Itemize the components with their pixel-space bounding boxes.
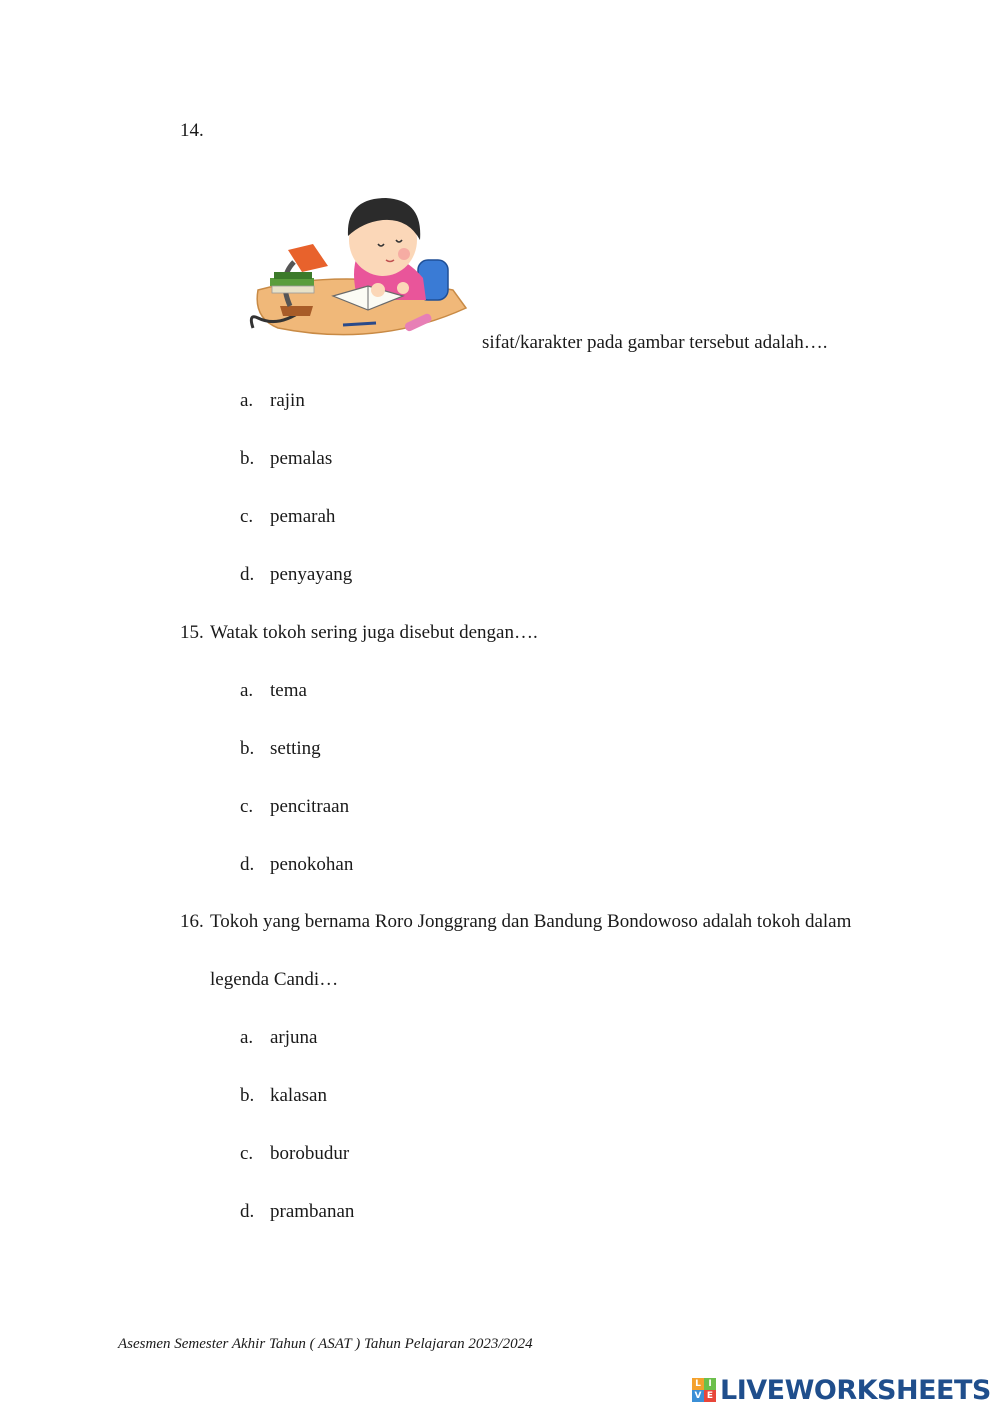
logo-mark-letter: L (692, 1378, 704, 1390)
liveworksheets-logo[interactable] (692, 1373, 991, 1407)
question-14-option-d[interactable]: penyayang (270, 564, 353, 585)
option-letter: c. (240, 1143, 254, 1164)
option-letter: b. (240, 738, 255, 759)
child-studying-illustration (218, 178, 480, 348)
option-letter: a. (240, 680, 254, 701)
question-16-option-d[interactable]: prambanan (270, 1201, 355, 1222)
option-letter: d. (240, 854, 255, 875)
option-letter: a. (240, 390, 254, 411)
question-15-option-a[interactable]: tema (270, 680, 307, 701)
question-15-option-b[interactable]: setting (270, 738, 321, 759)
question-16-prompt-line1: Tokoh yang bernama Roro Jonggrang dan Bandung Bondowoso adalah tokoh dalam (210, 911, 852, 932)
logo-mark-letter: E (704, 1390, 716, 1402)
logo-mark-icon (692, 1378, 716, 1402)
question-15-number: 15. (180, 622, 204, 643)
question-16-option-b[interactable]: kalasan (270, 1085, 327, 1106)
question-16-option-a[interactable]: arjuna (270, 1027, 318, 1048)
question-16-number: 16. (180, 911, 204, 932)
question-14-number: 14. (180, 120, 204, 141)
question-15-option-c[interactable]: pencitraan (270, 796, 350, 817)
page-footer: Asesmen Semester Akhir Tahun ( ASAT ) Tahun Pelajaran 2023/2024 (118, 1336, 533, 1352)
question-14-option-a[interactable]: rajin (270, 390, 305, 411)
question-16-option-c[interactable]: borobudur (270, 1143, 350, 1164)
question-15-option-d[interactable]: penokohan (270, 854, 354, 875)
option-letter: b. (240, 448, 255, 469)
option-letter: a. (240, 1027, 254, 1048)
question-14-option-b[interactable]: pemalas (270, 448, 333, 469)
option-letter: d. (240, 1201, 255, 1222)
option-letter: d. (240, 564, 255, 585)
question-15-prompt: Watak tokoh sering juga disebut dengan…. (210, 622, 538, 643)
question-14-prompt: sifat/karakter pada gambar tersebut adalah…. (482, 332, 828, 353)
question-14-option-c[interactable]: pemarah (270, 506, 336, 527)
logo-text: LIVEWORKSHEETS (720, 1374, 991, 1406)
logo-mark-letter: V (692, 1390, 704, 1402)
option-letter: c. (240, 796, 254, 817)
option-letter: c. (240, 506, 254, 527)
question-16-prompt-line2: legenda Candi… (210, 969, 339, 990)
logo-mark-letter: I (704, 1378, 716, 1390)
option-letter: b. (240, 1085, 255, 1106)
